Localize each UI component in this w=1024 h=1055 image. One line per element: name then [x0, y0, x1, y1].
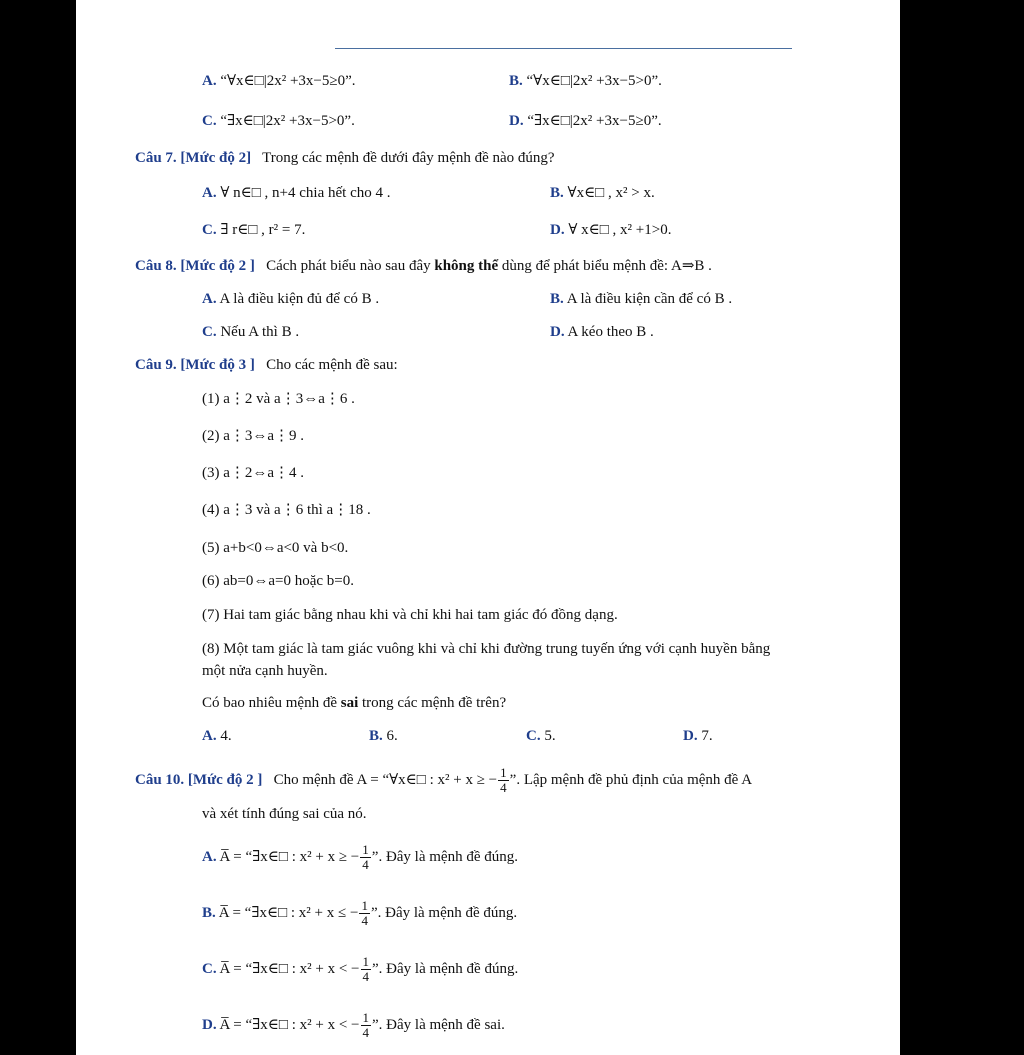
q7-option-a: A. ∀ n∈□ , n+4 chia hết cho 4 .	[202, 185, 391, 201]
q9-statement: (8) Một tam giác là tam giác vuông khi và chỉ khi đường trung tuyến ứng với cạnh huyền bằng	[202, 641, 771, 657]
q7-option-d: D. ∀ x∈□ , x² +1>0.	[550, 222, 672, 238]
q9-option-d: D. 7.	[683, 728, 713, 744]
q8-option-d: D. A kéo theo B .	[550, 324, 654, 340]
q10-option-a: A. A̅ = “∃x∈□ : x² + x ≥ − $\frac{1}{4}$ ”. Đây là mệnh đề đúng.	[202, 842, 518, 873]
header-rule	[335, 48, 792, 49]
q9-statement: (2) a⋮3⇔a⋮9 .	[202, 428, 305, 444]
fraction: $\frac{1}{4}$	[362, 842, 369, 873]
q8-option-b: B. A là điều kiện cần để có B .	[550, 291, 733, 307]
q9-statement: (1) a⋮2 và a⋮3⇔a⋮6 .	[202, 391, 355, 407]
q6-option-d: D. “∃x∈□|2x² +3x−5≥0”.	[509, 113, 662, 129]
q9-option-c: C. 5.	[526, 728, 556, 744]
q9-option-a: A. 4.	[202, 728, 232, 744]
q6-option-c: C. “∃x∈□|2x² +3x−5>0”.	[202, 113, 355, 129]
q9-statement: (7) Hai tam giác bằng nhau khi và chỉ khi hai tam giác đó đồng dạng.	[202, 607, 618, 623]
q8-stem: Câu 8. [Mức độ 2 ] Cách phát biểu nào sau đây không thể dùng để phát biểu mệnh đề: A⇒B .	[135, 258, 712, 274]
fraction: $\frac{1}{4}$	[500, 765, 507, 796]
fraction: $\frac{1}{4}$	[362, 954, 369, 985]
q7-option-b: B. ∀x∈□ , x² > x.	[550, 185, 655, 201]
q9-option-b: B. 6.	[369, 728, 398, 744]
q8-option-c: C. Nếu A thì B .	[202, 324, 300, 340]
q10-option-c: C. A̅ = “∃x∈□ : x² + x < − $\frac{1}{4}$ ”. Đây là mệnh đề đúng.	[202, 954, 519, 985]
q6-option-a: A. “∀x∈□|2x² +3x−5≥0”.	[202, 73, 356, 89]
q9-statement: (6) ab=0⇔a=0 hoặc b=0.	[202, 573, 354, 589]
q6-option-b: B. “∀x∈□|2x² +3x−5>0”.	[509, 73, 662, 89]
q10-option-d: D. A̅ = “∃x∈□ : x² + x < − $\frac{1}{4}$ ”. Đây là mệnh đề sai.	[202, 1010, 505, 1041]
q10-stem: Câu 10. [Mức độ 2 ] Cho mệnh đề A = “∀x∈□ : x² + x ≥ − $\frac{1}{4}$ ”. Lập mệnh đề phủ định của mệnh đề A	[135, 765, 753, 796]
fraction: $\frac{1}{4}$	[362, 1010, 369, 1041]
q9-statement: (4) a⋮3 và a⋮6 thì a⋮18 .	[202, 502, 371, 518]
q9-statement: (3) a⋮2⇔a⋮4 .	[202, 465, 305, 481]
q9-stem: Câu 9. [Mức độ 3 ] Cho các mệnh đề sau:	[135, 357, 398, 373]
q10-stem-line2: và xét tính đúng sai của nó.	[202, 806, 367, 822]
q7-option-c: C. ∃ r∈□ , r² = 7.	[202, 222, 306, 238]
q7-stem: Câu 7. [Mức độ 2] Trong các mệnh đề dưới đây mệnh đề nào đúng?	[135, 150, 555, 166]
q9-statement: một nửa cạnh huyền.	[202, 663, 328, 679]
q8-option-a: A. A là điều kiện đủ để có B .	[202, 291, 380, 307]
document-page	[76, 0, 900, 1055]
q10-option-b: B. A̅ = “∃x∈□ : x² + x ≤ − $\frac{1}{4}$ ”. Đây là mệnh đề đúng.	[202, 898, 518, 929]
q9-statement: (5) a+b<0⇔a<0 và b<0.	[202, 540, 349, 556]
fraction: $\frac{1}{4}$	[361, 898, 368, 929]
q9-question: Có bao nhiêu mệnh đề sai trong các mệnh đề trên?	[202, 695, 507, 711]
